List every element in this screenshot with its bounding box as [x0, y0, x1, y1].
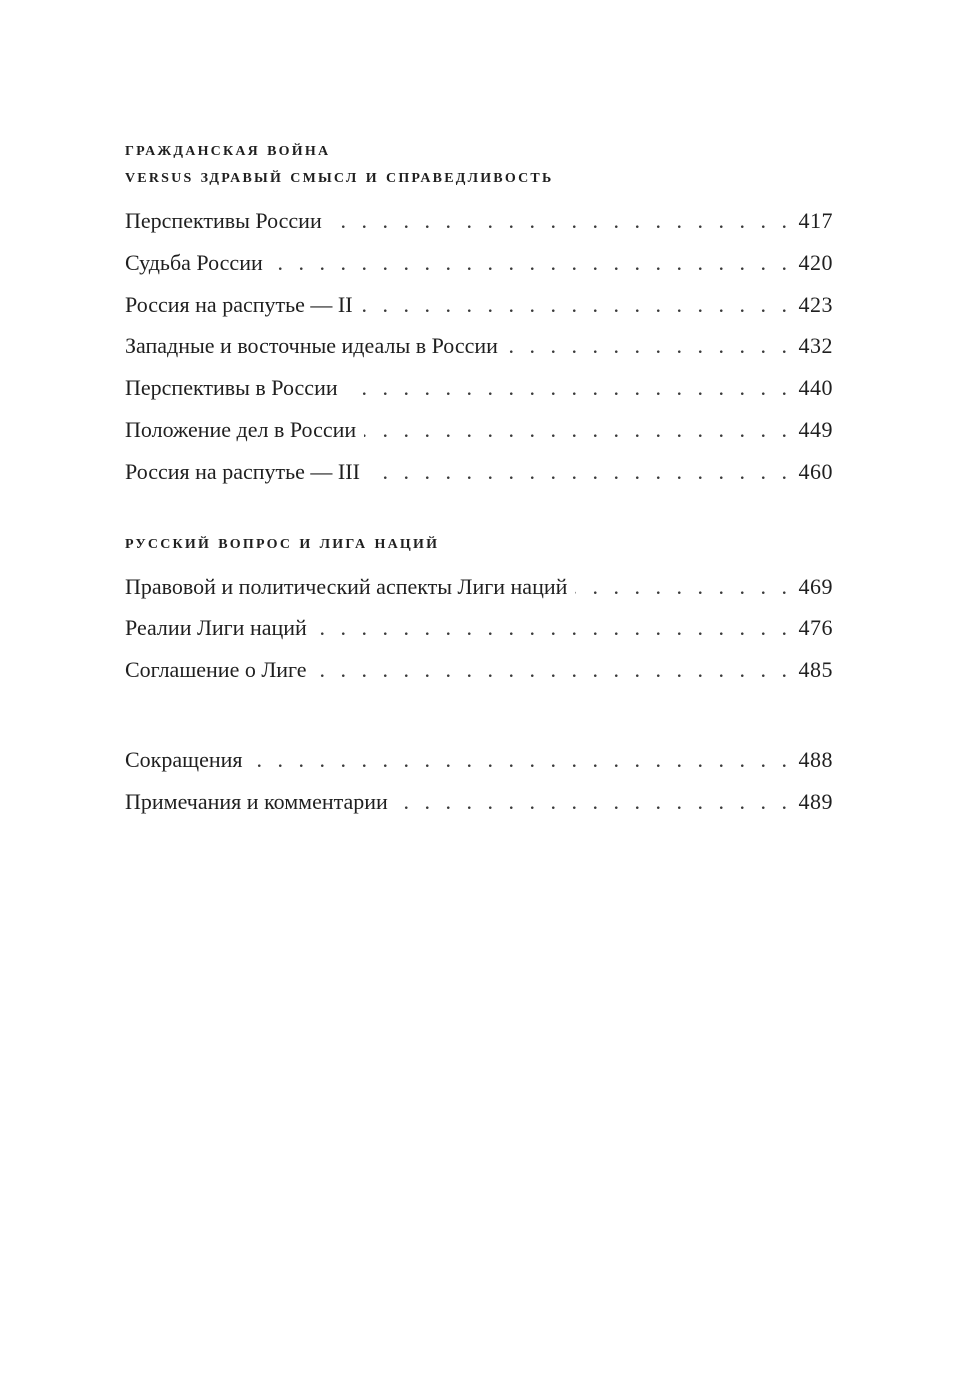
- section-heading: [125, 529, 833, 556]
- dot-leader: [251, 746, 788, 774]
- dot-leader: [361, 291, 787, 319]
- dot-leader: [506, 332, 787, 360]
- dot-leader: [346, 374, 787, 402]
- toc-page-number: 417: [798, 208, 833, 233]
- toc-entry-title: Перспективы в России: [125, 375, 338, 401]
- toc-entry[interactable]: [125, 656, 833, 698]
- toc-page-number: 449: [798, 416, 833, 442]
- toc-entry-title: Реалии Лиги наций: [125, 615, 307, 641]
- dot-leader: [271, 249, 787, 277]
- toc-page-number: 485: [798, 657, 833, 683]
- toc-entry-title: Россия на распутье — III: [125, 458, 360, 484]
- toc-entry[interactable]: [125, 416, 833, 458]
- toc-entry-title: Соглашение о Лиге: [125, 657, 307, 683]
- toc-entry[interactable]: [125, 291, 833, 333]
- toc-entry[interactable]: [125, 374, 833, 416]
- toc-entry-list: [125, 207, 833, 500]
- toc-page-number: 469: [798, 573, 833, 599]
- dot-leader: [330, 207, 787, 235]
- toc-back-matter: [125, 746, 833, 830]
- table-of-contents: [125, 136, 833, 830]
- toc-page-number: 476: [798, 615, 833, 641]
- dot-leader: [368, 458, 787, 486]
- toc-page-number: 488: [798, 746, 833, 772]
- toc-entry-title: Перспективы России: [125, 208, 322, 233]
- toc-page-number: 432: [798, 333, 833, 359]
- toc-section-league-of-nations: [125, 529, 833, 698]
- toc-section-civil-war: [125, 136, 833, 500]
- toc-entry-title: Правовой и политический аспекты Лиги наций: [125, 573, 568, 599]
- toc-entry-list: [125, 573, 833, 698]
- toc-page-number: 440: [798, 375, 833, 401]
- toc-entry[interactable]: [125, 746, 833, 788]
- toc-page-number: 420: [798, 249, 833, 275]
- section-heading-line: гражданская война: [125, 138, 331, 160]
- toc-page-number: 423: [798, 291, 833, 317]
- section-heading: [125, 136, 833, 190]
- toc-page-number: 489: [798, 788, 833, 814]
- dot-leader: [575, 573, 787, 601]
- dot-leader: [396, 788, 787, 816]
- dot-leader: [364, 416, 787, 444]
- toc-entry-title: Судьба России: [125, 249, 263, 275]
- toc-entry[interactable]: [125, 249, 833, 291]
- toc-entry[interactable]: [125, 332, 833, 374]
- toc-entry[interactable]: [125, 573, 833, 615]
- toc-entry-title: Россия на распутье — II: [125, 291, 353, 317]
- section-heading-line: русский вопрос и лига наций: [125, 530, 440, 553]
- section-heading-line: versus здравый смысл и справедливость: [125, 165, 554, 187]
- toc-entry-title: Западные и восточные идеалы в России: [125, 333, 498, 359]
- toc-entry[interactable]: [125, 207, 833, 249]
- toc-entry-title: Положение дел в России: [125, 416, 357, 442]
- toc-entry-title: Сокращения: [125, 746, 243, 772]
- toc-entry-title: Примечания и комментарии: [125, 788, 388, 814]
- toc-entry[interactable]: [125, 788, 833, 830]
- dot-leader: [315, 614, 787, 642]
- dot-leader: [315, 656, 787, 684]
- toc-entry[interactable]: [125, 458, 833, 500]
- toc-page-number: 460: [798, 458, 833, 484]
- toc-entry[interactable]: [125, 614, 833, 656]
